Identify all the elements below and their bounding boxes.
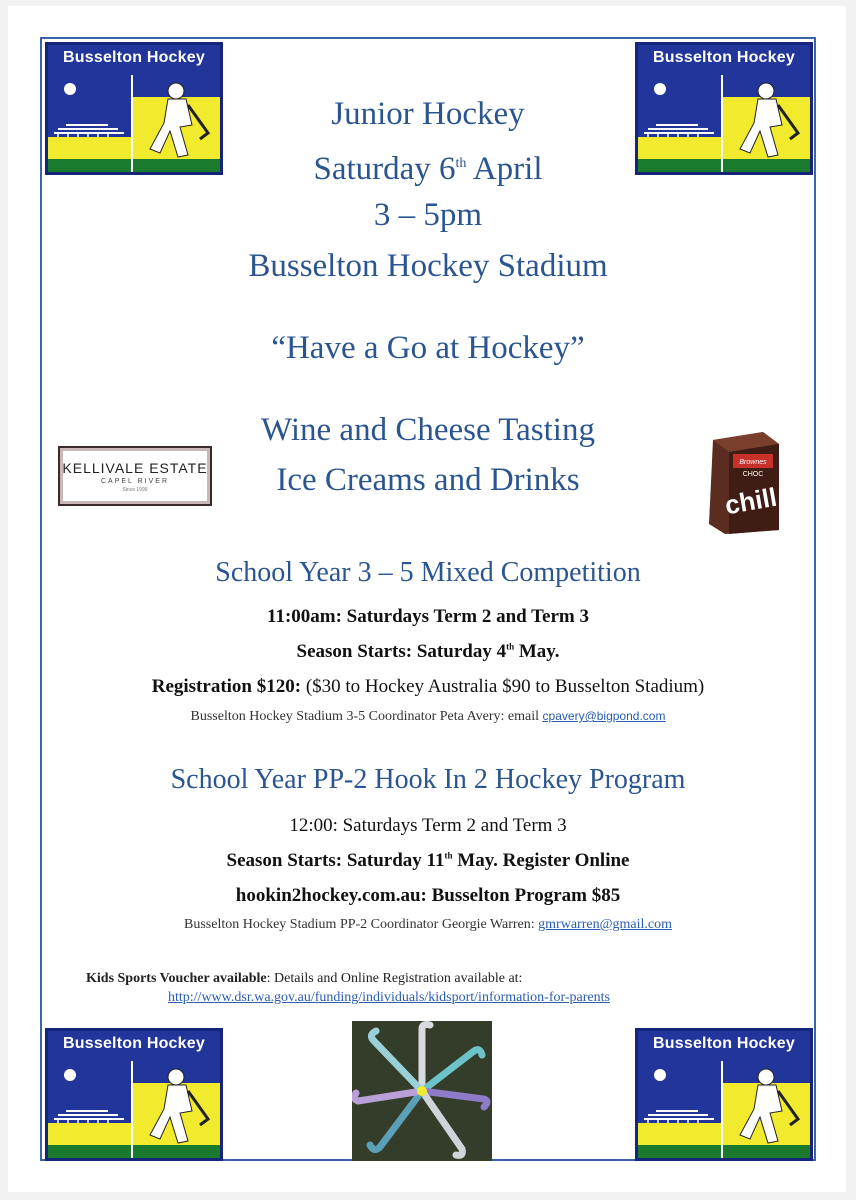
registration-detail: ($30 to Hockey Australia $90 to Busselton Stadium) [301, 676, 705, 697]
event-date-month: April [466, 151, 543, 187]
milk-flavour: CHOC [742, 471, 764, 478]
coordinator-email-link[interactable]: gmrwarren@gmail.com [538, 917, 672, 932]
section1-time: 11:00am: Saturdays Term 2 and Term 3 [267, 606, 589, 627]
extras-line-2: Ice Creams and Drinks [276, 462, 580, 498]
event-venue: Busselton Hockey Stadium [248, 248, 608, 284]
hockey-player-icon [638, 1061, 810, 1161]
event-date [40, 144, 816, 189]
section2-season [40, 850, 816, 872]
logo-text: Busselton Hockey [63, 1035, 205, 1052]
hockey-sticks-icon [352, 1021, 492, 1161]
logo-text: Busselton Hockey [63, 49, 205, 66]
kellivale-est: Since 1999 [122, 487, 148, 493]
kellivale-sub: CAPEL RIVER [100, 478, 170, 485]
section2-program: hookin2hockey.com.au: Busselton Program $85 [235, 885, 621, 906]
voucher-text [86, 971, 522, 987]
section1-coordinator [40, 709, 816, 725]
kellivale-name: KELLIVALE ESTATE [62, 460, 208, 476]
coordinator-text: Busselton Hockey Stadium PP-2 Coordinator Georgie Warren: [184, 917, 539, 932]
kellivale-estate-logo [58, 446, 212, 506]
event-title: Junior Hockey [331, 96, 525, 132]
voucher-detail: : Details and Online Registration available at: [266, 971, 523, 986]
section1-season-text: Season Starts: Saturday 4 [296, 641, 507, 662]
hockey-sticks-photo [352, 1021, 492, 1161]
tagline: “Have a Go at Hockey” [271, 330, 585, 366]
voucher-url-line [168, 990, 610, 1006]
section1-title: School Year 3 – 5 Mixed Competition [215, 557, 641, 588]
extras-line-1: Wine and Cheese Tasting [261, 412, 595, 448]
section1-registration [40, 676, 816, 698]
section1-season-suffix: th [506, 641, 515, 652]
busselton-hockey-logo [45, 1028, 223, 1161]
section2-time: 12:00: Saturdays Term 2 and Term 3 [289, 815, 567, 836]
section1-season-month: May. [514, 641, 560, 662]
voucher-url-link[interactable]: http://www.dsr.wa.gov.au/funding/individuals/kidsport/information-for-parents [168, 990, 610, 1005]
milk-name: chill [722, 481, 780, 521]
event-date-text: Saturday 6 [313, 151, 456, 187]
section2-season-month: May. Register Online [452, 850, 630, 871]
chill-milk-carton-icon [703, 432, 781, 534]
section2-title: School Year PP-2 Hook In 2 Hockey Program [170, 764, 686, 795]
event-time: 3 – 5pm [373, 197, 483, 233]
voucher-label: Kids Sports Voucher available [86, 971, 267, 986]
busselton-hockey-logo [635, 1028, 813, 1161]
section2-season-suffix: th [444, 850, 453, 861]
milk-brand: Brownes [739, 459, 767, 466]
registration-label: Registration $120: [151, 676, 302, 697]
coordinator-text: Busselton Hockey Stadium 3-5 Coordinator Peta Avery: email [190, 709, 543, 724]
date-suffix: th [455, 156, 467, 171]
logo-text: Busselton Hockey [653, 49, 795, 66]
section2-season-text: Season Starts: Saturday 11 [226, 850, 445, 871]
hockey-player-icon [48, 1061, 220, 1161]
coordinator-email-link[interactable]: cpavery@bigpond.com [542, 709, 666, 723]
section1-season [40, 641, 816, 663]
logo-text: Busselton Hockey [653, 1035, 795, 1052]
section2-coordinator [40, 917, 816, 933]
